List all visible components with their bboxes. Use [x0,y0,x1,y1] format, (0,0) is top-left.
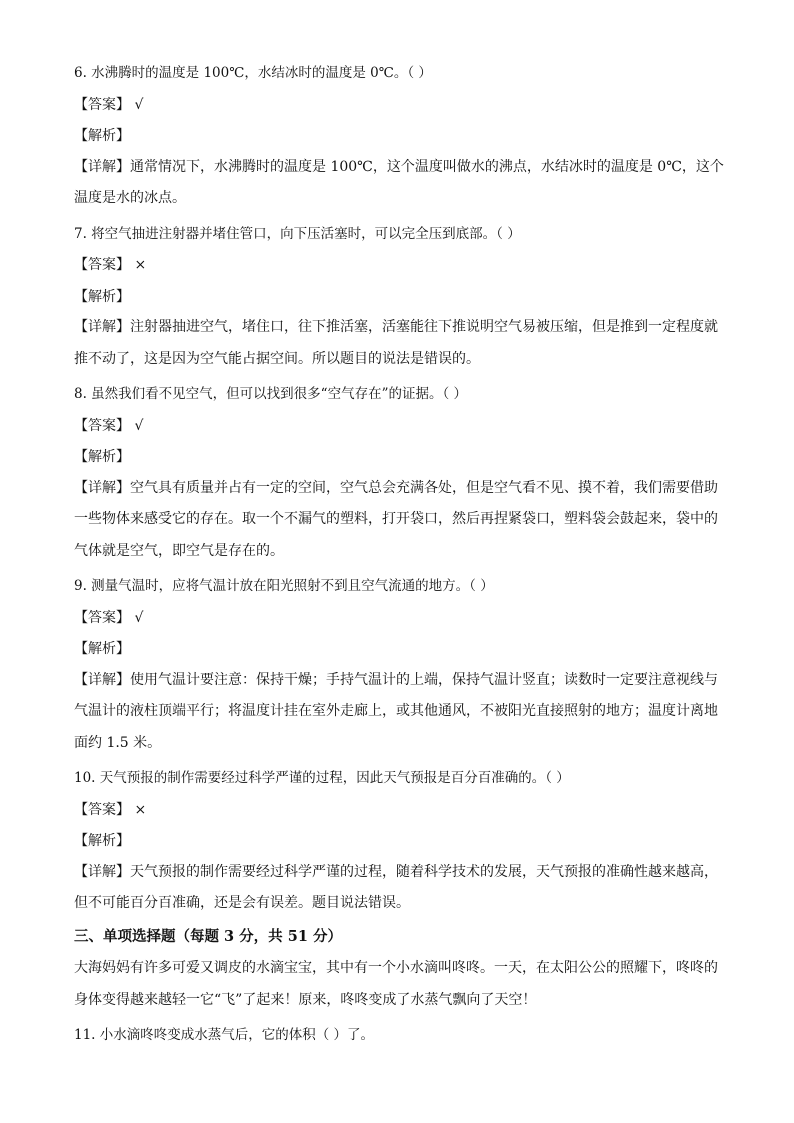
question-11: 11. 小水滴咚咚变成水蒸气后，它的体积（ ）了。 [74,1027,375,1043]
answer-value: × [134,801,147,818]
detail-tag: 【详解】 [74,319,130,335]
detail-text: 天气预报的制作需要经过科学严谨的过程，随着科学技术的发展，天气预报的准确性越来越高，但不可能百分百准确，还是会有误差。题目说法错误。 [74,863,718,911]
document-page [74,62,724,1056]
question-9: 9. 测量气温时，应将气温计放在阳光照射不到且空气流通的地方。（ ） [74,578,494,594]
answer-6 [74,94,724,116]
analysis-6: 【解析】 [74,128,130,144]
analysis-7: 【解析】 [74,288,130,305]
detail-text: 空气具有质量并占有一定的空间，空气总会充满各处，但是空气看不见、摸不着，我们需要借助一些物体来感受它的存在。取一个不漏气的塑料，打开袋口，然后再捏紧袋口，塑料袋会鼓起来，袋中的气体就是空气，即空气是存在的。 [74,479,718,559]
answer-tag: 【答案】 [74,801,130,818]
question-10: 10. 天气预报的制作需要经过科学严谨的过程，因此天气预报是百分百准确的。（ ） [74,770,570,786]
detail-8 [74,473,724,568]
question-7: 7. 将空气抽进注射器并堵住管口，向下压活塞时，可以完全压到底部。（ ） [74,225,521,242]
detail-text: 注射器抽进空气，堵住口，往下推活塞，活塞能往下推说明空气易被压缩，但是推到一定程度就推不动了，这是因为空气能占据空间。所以题目的说法是错误的。 [74,319,718,367]
detail-7 [74,312,724,375]
analysis-9: 【解析】 [74,641,130,657]
analysis-10: 【解析】 [74,833,130,849]
answer-tag: 【答案】 [74,96,130,113]
answer-10 [74,799,724,821]
detail-6 [74,152,724,215]
analysis-8: 【解析】 [74,449,130,465]
answer-value: √ [134,417,144,434]
detail-tag: 【详解】 [74,863,130,880]
answer-tag: 【答案】 [74,257,130,273]
detail-tag: 【详解】 [74,479,130,496]
answer-9 [74,607,724,629]
detail-text: 通常情况下，水沸腾时的温度是 100℃，这个温度叫做水的沸点，水结冰时的温度是 0℃，这个温度是水的冰点。 [74,158,724,206]
section-title: 三、单项选择题（每题 3 分，共 51 分） [74,927,342,945]
detail-tag: 【详解】 [74,158,130,175]
detail-9 [74,665,724,760]
answer-value: √ [134,609,144,626]
detail-text: 使用气温计要注意：保持干燥；手持气温计的上端，保持气温计竖直；读数时一定要注意视线与气温计的液柱顶端平行；将温度计挂在室外走廊上，或其他通风，不被阳光直接照射的地方；温度计离地面约 1.5 米。 [74,671,718,751]
answer-tag: 【答案】 [74,417,130,434]
answer-7 [74,254,724,276]
answer-value: × [134,257,147,273]
detail-10 [74,857,724,920]
answer-value: √ [134,96,144,113]
question-6: 6. 水沸腾时的温度是 100℃，水结冰时的温度是 0℃。（ ） [74,65,432,81]
answer-tag: 【答案】 [74,609,130,626]
answer-8 [74,415,724,437]
detail-tag: 【详解】 [74,671,130,688]
question-8: 8. 虽然我们看不见空气，但可以找到很多“空气存在”的证据。（ ） [74,386,468,402]
passage: 大海妈妈有许多可爱又调皮的水滴宝宝，其中有一个小水滴叫咚咚。一天，在太阳公公的照耀下，咚咚的身体变得越来越轻一它“飞”了起来！原来，咚咚变成了水蒸气飘向了天空！ [74,960,718,1008]
